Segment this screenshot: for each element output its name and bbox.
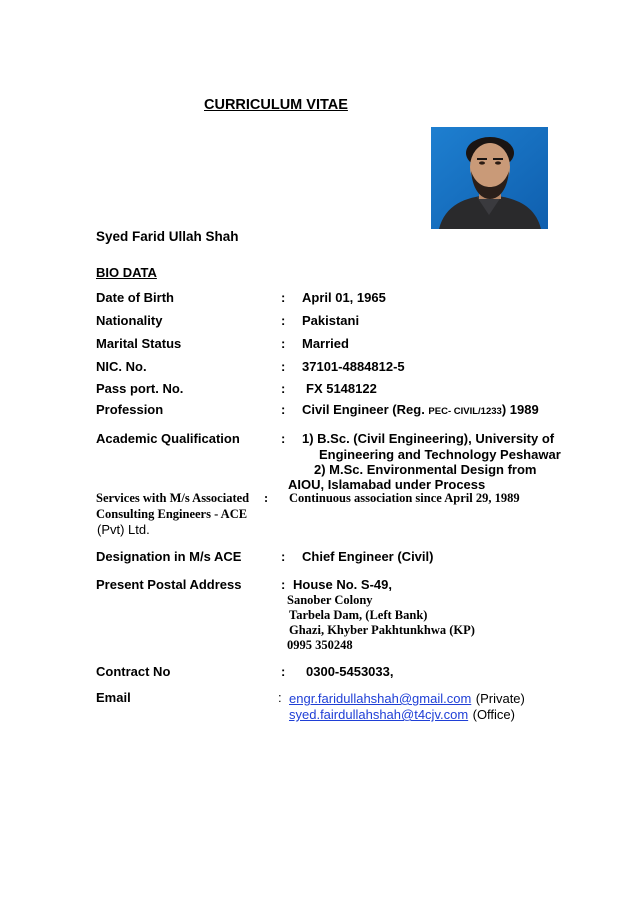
email-label: Email (96, 690, 131, 705)
passport-value: FX 5148122 (306, 381, 377, 396)
address-label: Present Postal Address (96, 577, 242, 592)
colon: : (264, 491, 269, 505)
services-label-line-2: Consulting Engineers - ACE (96, 507, 248, 521)
colon: : (281, 381, 286, 396)
address-line-4: Ghazi, Khyber Pakhtunkhwa (KP) (289, 623, 475, 637)
address-line-2: Sanober Colony (287, 593, 373, 607)
email-primary-note: (Private) (475, 691, 525, 706)
nationality-label: Nationality (96, 313, 163, 328)
academic-line-1: 1) B.Sc. (Civil Engineering), University of (302, 431, 555, 446)
nic-value: 37101-4884812-5 (302, 359, 405, 374)
colon: : (278, 690, 282, 705)
email-secondary-row (289, 706, 515, 724)
profession-value-post: ) 1989 (501, 402, 539, 417)
colon: : (281, 577, 286, 592)
colon: : (281, 402, 286, 417)
dob-value: April 01, 1965 (302, 290, 386, 305)
services-label-line-3: (Pvt) Ltd. (97, 522, 150, 537)
contract-value: 0300-5453033, (306, 664, 394, 679)
marital-status-label: Marital Status (96, 336, 182, 351)
services-value: Continuous association since April 29, 1989 (289, 491, 520, 505)
passport-label: Pass port. No. (96, 381, 184, 396)
academic-label: Academic Qualification (96, 431, 240, 446)
address-line-1: House No. S-49, (293, 577, 392, 592)
nationality-value: Pakistani (302, 313, 360, 328)
academic-line-4: AIOU, Islamabad under Process (288, 477, 486, 492)
profile-photo (431, 127, 548, 229)
colon: : (281, 290, 286, 305)
section-heading-bio-data: BIO DATA (96, 265, 157, 280)
designation-label: Designation in M/s ACE (96, 549, 242, 564)
colon: : (281, 359, 286, 374)
address-line-3: Tarbela Dam, (Left Bank) (289, 608, 428, 622)
address-line-5: 0995 350248 (287, 638, 353, 652)
email-secondary-link[interactable]: syed.fairdullahshah@t4cjv.com (289, 707, 469, 722)
contract-label: Contract No (96, 664, 171, 679)
academic-line-2: Engineering and Technology Peshawar (319, 447, 561, 462)
profession-value (302, 402, 539, 417)
colon: : (281, 336, 286, 351)
designation-value: Chief Engineer (Civil) (302, 549, 434, 564)
dob-label: Date of Birth (96, 290, 174, 305)
email-secondary-note: (Office) (472, 707, 515, 722)
profession-label: Profession (96, 402, 164, 417)
profession-value-pre: Civil Engineer (Reg. (302, 402, 429, 417)
nic-label: NIC. No. (96, 359, 147, 374)
colon: : (281, 664, 286, 679)
colon: : (281, 549, 286, 564)
email-primary-link[interactable]: engr.faridullahshah@gmail.com (289, 691, 472, 706)
colon: : (281, 313, 286, 328)
colon: : (281, 431, 286, 446)
marital-status-value: Married (302, 336, 349, 351)
registration-number: PEC- CIVIL/1233 (428, 406, 502, 417)
document-title: CURRICULUM VITAE (204, 97, 348, 113)
candidate-name: Syed Farid Ullah Shah (96, 229, 239, 244)
academic-line-3: 2) M.Sc. Environmental Design from (314, 462, 537, 477)
portrait-photo-icon (431, 127, 548, 229)
services-label-line-1: Services with M/s Associated (96, 491, 250, 505)
